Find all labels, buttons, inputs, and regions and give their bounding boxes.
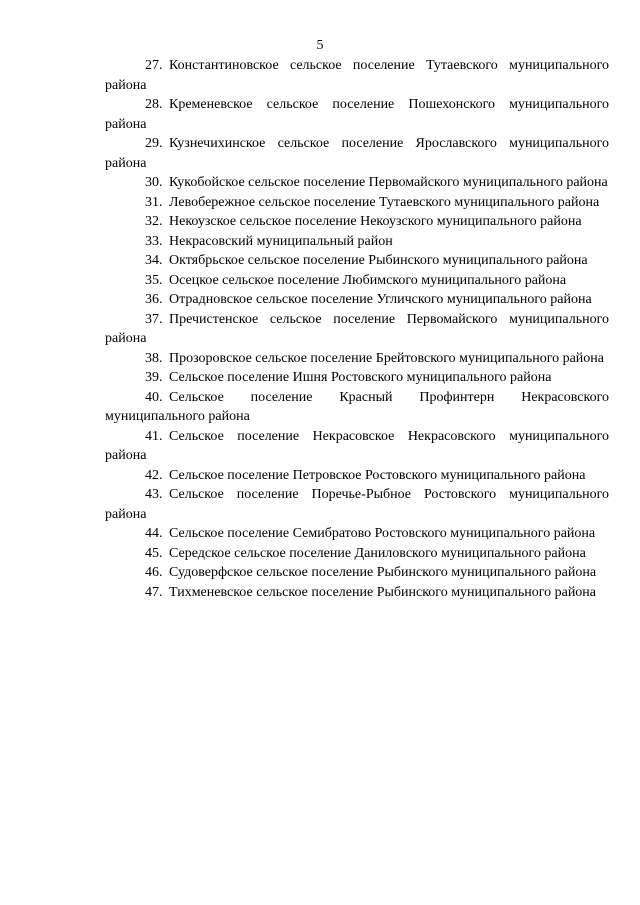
item-number: 32. bbox=[145, 214, 163, 229]
item-number: 33. bbox=[145, 233, 163, 249]
item-number: 31. bbox=[145, 194, 163, 210]
list-item bbox=[105, 212, 609, 232]
item-number: 43. bbox=[145, 487, 163, 502]
item-number: 28. bbox=[145, 97, 163, 112]
item-text: Судоверфское сельское поселение Рыбинского муниципального района bbox=[169, 565, 597, 580]
list-item bbox=[105, 544, 609, 564]
list-item bbox=[105, 134, 609, 173]
list-item bbox=[105, 368, 609, 388]
item-number: 45. bbox=[145, 545, 163, 561]
item-text: Константиновское сельское поселение Тутаевского муниципального района bbox=[105, 58, 609, 93]
page-number: 5 bbox=[316, 38, 324, 53]
item-number: 41. bbox=[145, 428, 163, 444]
settlement-list bbox=[105, 56, 609, 602]
list-item bbox=[105, 349, 609, 369]
list-item bbox=[105, 310, 609, 349]
item-text: Некрасовский муниципальный район bbox=[169, 233, 393, 249]
list-item bbox=[105, 427, 609, 466]
list-item bbox=[105, 232, 609, 252]
item-number: 44. bbox=[145, 526, 163, 541]
item-text: Кременевское сельское поселение Пошехонского муниципального района bbox=[105, 97, 609, 132]
item-number: 36. bbox=[145, 292, 163, 307]
list-item bbox=[105, 290, 609, 310]
item-number: 35. bbox=[145, 272, 163, 288]
item-number: 39. bbox=[145, 370, 163, 385]
list-item bbox=[105, 193, 609, 213]
list-item bbox=[105, 388, 609, 427]
list-item bbox=[105, 95, 609, 134]
item-text: Левобережное сельское поселение Тутаевского муниципального района bbox=[169, 194, 600, 210]
list-item bbox=[105, 466, 609, 486]
item-text: Середское сельское поселение Даниловского муниципального района bbox=[169, 545, 586, 561]
list-item bbox=[105, 563, 609, 583]
item-text: Сельское поселение Ишня Ростовского муниципального района bbox=[169, 370, 552, 385]
item-text: Октябрьское сельское поселение Рыбинского муниципального района bbox=[169, 253, 588, 268]
item-text: Отрадновское сельское поселение Угличского муниципального района bbox=[169, 292, 592, 307]
list-item bbox=[105, 485, 609, 524]
item-number: 42. bbox=[145, 467, 163, 483]
list-item bbox=[105, 251, 609, 271]
item-number: 29. bbox=[145, 136, 163, 151]
item-number: 40. bbox=[145, 389, 163, 405]
list-item bbox=[105, 271, 609, 291]
item-number: 47. bbox=[145, 584, 163, 600]
list-item bbox=[105, 524, 609, 544]
item-number: 34. bbox=[145, 253, 163, 268]
item-number: 38. bbox=[145, 350, 163, 366]
item-number: 37. bbox=[145, 311, 163, 327]
item-text: Сельское поселение Семибратово Ростовского муниципального района bbox=[169, 526, 596, 541]
item-text: Прозоровское сельское поселение Брейтовского муниципального района bbox=[169, 350, 605, 366]
item-text: Сельское поселение Поречье-Рыбное Ростовского муниципального района bbox=[105, 487, 609, 522]
item-number: 30. bbox=[145, 175, 163, 190]
list-item bbox=[105, 56, 609, 95]
item-text: Сельское поселение Красный Профинтерн Некрасовского муниципального района bbox=[105, 389, 609, 424]
item-text: Пречистенское сельское поселение Первомайского муниципального района bbox=[105, 311, 609, 346]
item-text: Сельское поселение Некрасовское Некрасовского муниципального района bbox=[105, 428, 609, 463]
item-text: Некоузское сельское поселение Некоузского муниципального района bbox=[169, 214, 582, 229]
list-item bbox=[105, 583, 609, 603]
list-item bbox=[105, 173, 609, 193]
item-text: Сельское поселение Петровское Ростовского муниципального района bbox=[169, 467, 586, 483]
item-text: Кузнечихинское сельское поселение Ярославского муниципального района bbox=[105, 136, 609, 171]
item-text: Осецкое сельское поселение Любимского муниципального района bbox=[169, 272, 567, 288]
item-text: Кукобойское сельское поселение Первомайского муниципального района bbox=[169, 175, 608, 190]
item-number: 46. bbox=[145, 565, 163, 580]
item-text: Тихменевское сельское поселение Рыбинского муниципального района bbox=[169, 584, 597, 600]
item-number: 27. bbox=[145, 58, 163, 73]
